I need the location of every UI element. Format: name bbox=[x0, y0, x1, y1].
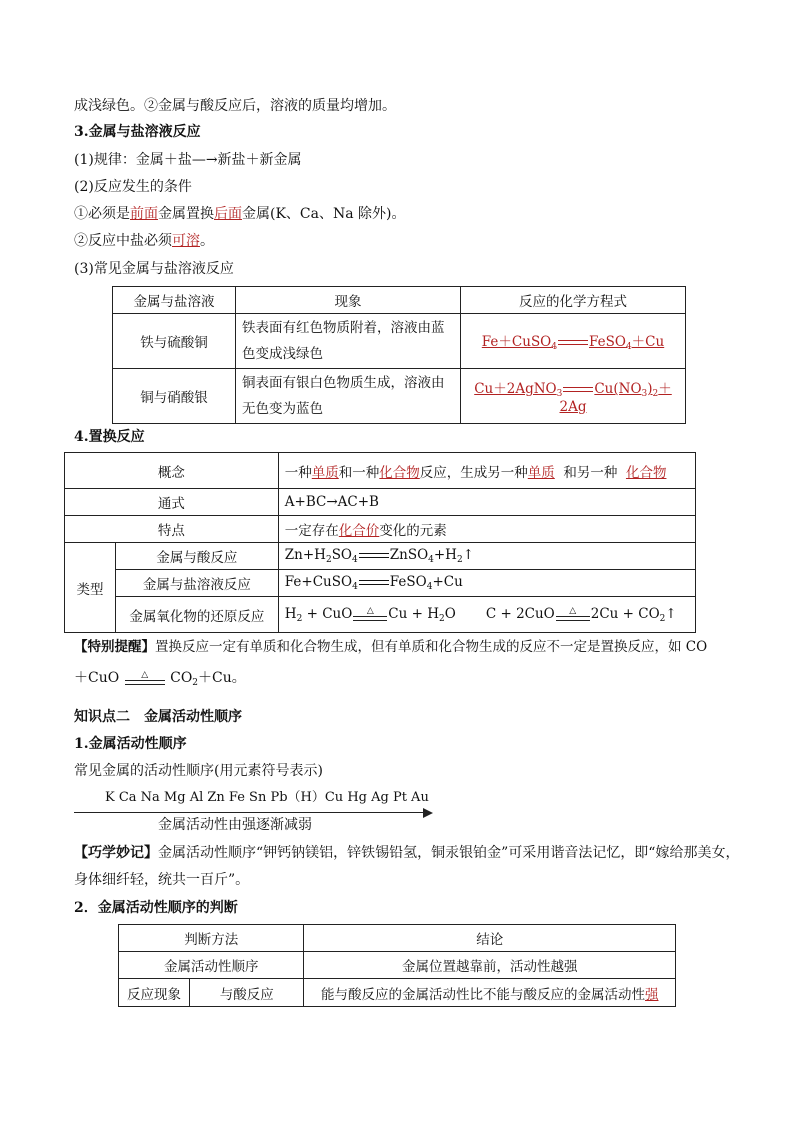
section-3-title: 3.金属与盐溶液反应 bbox=[74, 124, 201, 140]
row-fe-cuso4-phenomenon: 铁表面有红色物质附着，溶液由蓝色变成浅绿色 bbox=[236, 314, 461, 369]
method-acid-reaction: 与酸反应 bbox=[190, 979, 304, 1007]
knowledge-point-2-title: 知识点二 金属活动性顺序 bbox=[74, 709, 242, 725]
memo-line-2: 身体细纤轻，统共一百斤”。 bbox=[74, 872, 250, 888]
condition-title: (2)反应发生的条件 bbox=[74, 179, 192, 195]
type-oxide-reduction: 金属氧化物的还原反应 bbox=[116, 597, 279, 633]
rule-line: (1)规律：金属＋盐—→新盐＋新金属 bbox=[74, 152, 302, 168]
type-metal-acid: 金属与酸反应 bbox=[116, 543, 279, 570]
memo-line-1: 【巧学妙记】金属活动性顺序“钾钙钠镁铝，锌铁锡铅氢，铜汞银铂金”可采用谐音法记忆，即“嫁给那美女， bbox=[74, 845, 740, 861]
method-activity-order: 金属活动性顺序 bbox=[119, 952, 304, 979]
activity-arrow-line bbox=[74, 812, 424, 813]
header-method: 判断方法 bbox=[119, 925, 304, 952]
intro-line: 成浅绿色。②金属与酸反应后，溶液的质量均增加。 bbox=[74, 98, 396, 114]
result-activity-order: 金属位置越靠前，活动性越强 bbox=[304, 952, 676, 979]
header-conclusion: 结论 bbox=[304, 925, 676, 952]
row-cu-agno3-name: 铜与硝酸银 bbox=[113, 369, 236, 424]
method-reaction-phenomenon: 反应现象 bbox=[119, 979, 190, 1007]
row-fe-cuso4-name: 铁与硫酸铜 bbox=[113, 314, 236, 369]
row-cu-agno3-equation: Cu＋2AgNO$_3$ $Cu(NO_3)_2+2Ag$ bbox=[461, 369, 686, 424]
type-oxide-reduction-eq: $H_2$ + CuO △ $Cu + H_2O$ C + 2CuO △ $2Cu + CO_2↑$ bbox=[278, 597, 695, 633]
header-equation: 反应的化学方程式 bbox=[461, 287, 686, 314]
type-label: 类型 bbox=[65, 543, 116, 633]
judgement-table bbox=[118, 924, 676, 1007]
result-acid-reaction: 能与酸反应的金属活动性比不能与酸反应的金属活动性强 bbox=[304, 979, 676, 1007]
condition-1: ①必须是前面金属置换后面金属(K、Ca、Na 除外)。 bbox=[74, 206, 406, 222]
special-tip-equation: ＋CuO △ $CO_2+Cu$。 bbox=[74, 670, 246, 688]
concept-text: 一种单质和一种化合物反应，生成另一种单质 和另一种 化合物 bbox=[278, 453, 695, 489]
type-metal-salt-eq: Fe+CuSO$_4$ FeSO$_4$+Cu bbox=[278, 570, 695, 597]
feature-text: 一定存在化合价变化的元素 bbox=[278, 516, 695, 543]
header-metal-salt: 金属与盐溶液 bbox=[113, 287, 236, 314]
activity-arrow-head bbox=[423, 808, 433, 818]
metal-salt-table bbox=[112, 286, 686, 424]
activity-series-caption: 金属活动性由强逐渐减弱 bbox=[158, 817, 312, 833]
type-metal-acid-eq: $Zn+H_2SO_4$ $ZnSO_4+H_2↑$ bbox=[278, 543, 695, 570]
row-cu-agno3-phenomenon: 铜表面有银白色物质生成，溶液由无色变为蓝色 bbox=[236, 369, 461, 424]
concept-label: 概念 bbox=[65, 453, 279, 489]
type-metal-salt: 金属与盐溶液反应 bbox=[116, 570, 279, 597]
special-tip: 【特别提醒】置换反应一定有单质和化合物生成，但有单质和化合物生成的反应不一定是置换反应，如 CO bbox=[74, 639, 708, 655]
formula-text: A+BC→AC+B bbox=[278, 489, 695, 516]
judgement-title: 2．金属活动性顺序的判断 bbox=[74, 900, 238, 916]
feature-label: 特点 bbox=[65, 516, 279, 543]
activity-series-elements: K Ca Na Mg Al Zn Fe Sn Pb（H）Cu Hg Ag Pt Au bbox=[105, 790, 429, 805]
section-4-title: 4.置换反应 bbox=[74, 429, 145, 445]
activity-order-title: 1.金属活动性顺序 bbox=[74, 736, 187, 752]
displacement-table bbox=[64, 452, 696, 633]
activity-order-desc: 常见金属的活动性顺序(用元素符号表示) bbox=[74, 763, 323, 779]
common-reactions-title: (3)常见金属与盐溶液反应 bbox=[74, 261, 234, 277]
row-fe-cuso4-equation: Fe＋CuSO$_4$ FeSO$_4$＋Cu bbox=[461, 314, 686, 369]
condition-2: ②反应中盐必须可溶。 bbox=[74, 233, 214, 249]
header-phenomenon: 现象 bbox=[236, 287, 461, 314]
formula-label: 通式 bbox=[65, 489, 279, 516]
